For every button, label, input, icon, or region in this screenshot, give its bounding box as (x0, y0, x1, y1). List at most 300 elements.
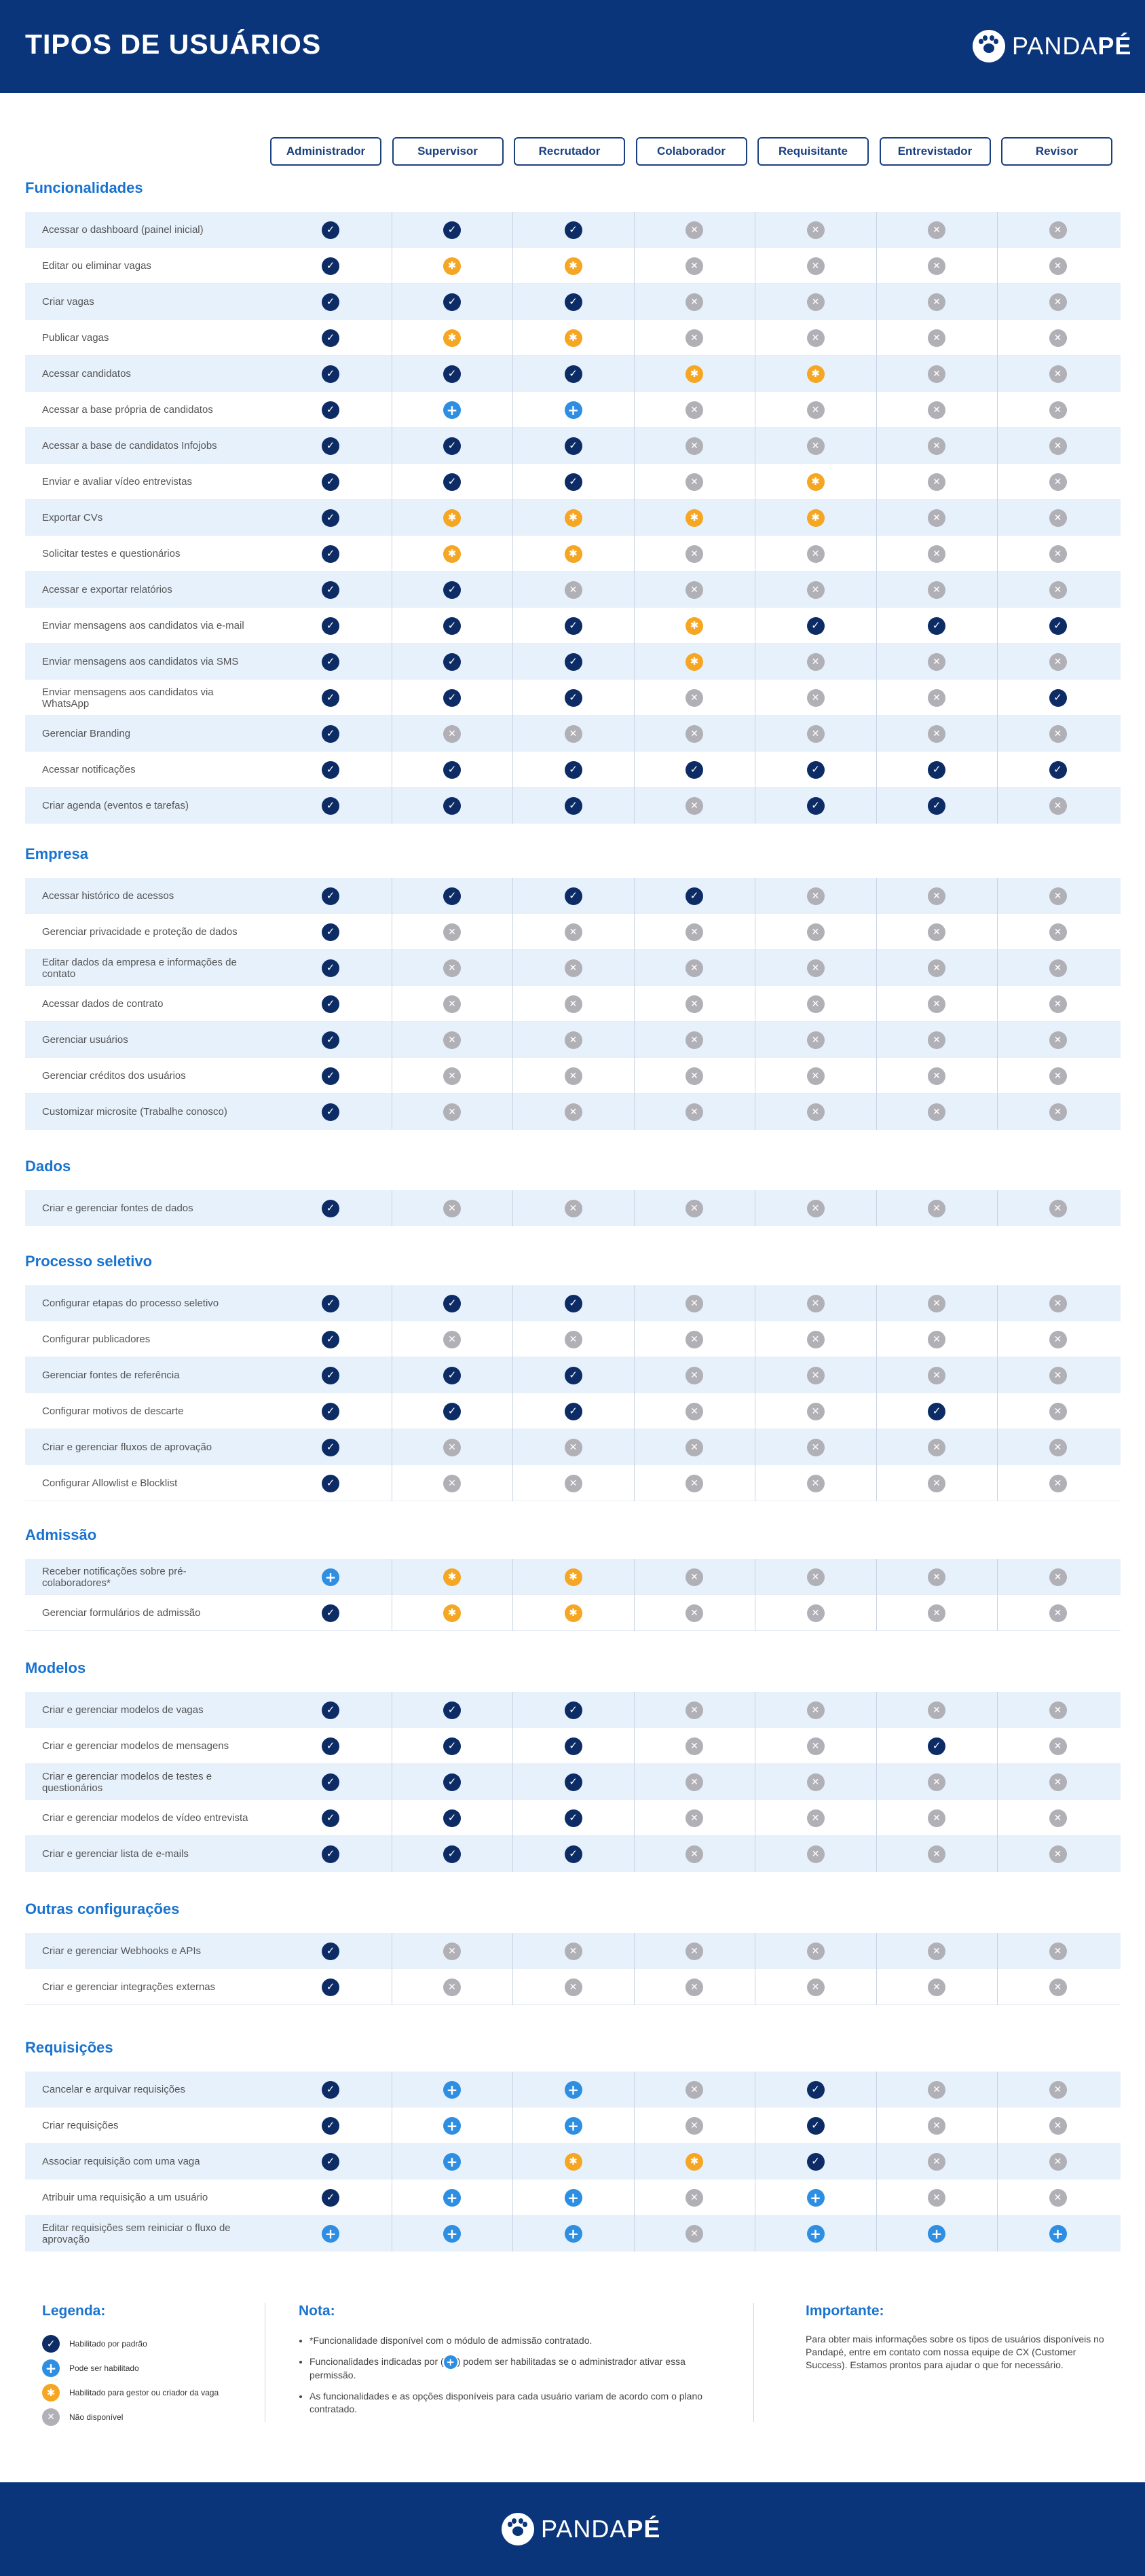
check-icon: ✓ (928, 1737, 945, 1755)
permission-cell (270, 716, 391, 752)
close-icon: ✕ (807, 1103, 825, 1121)
check-icon: ✓ (443, 761, 461, 779)
close-icon: ✕ (928, 1701, 945, 1719)
check-icon: ✓ (807, 797, 825, 815)
permission-cell (270, 2072, 391, 2108)
close-icon: ✕ (1049, 1067, 1067, 1085)
row-label: Gerenciar usuários (42, 1034, 128, 1046)
close-icon: ✕ (443, 1943, 461, 1960)
row-label: Configurar etapas do processo seletivo (42, 1298, 219, 1309)
close-icon: ✕ (686, 2189, 703, 2207)
permission-cell (997, 284, 1118, 320)
check-icon: ✓ (807, 2081, 825, 2099)
row-label: Enviar mensagens aos candidatos via WhatsApp (42, 686, 214, 710)
check-icon: ✓ (322, 1067, 339, 1085)
close-icon: ✕ (928, 1331, 945, 1348)
permission-cell (392, 248, 512, 284)
star-icon: ✱ (443, 1604, 461, 1622)
check-icon: ✓ (443, 689, 461, 707)
check-icon: ✓ (322, 329, 339, 347)
permission-cell (755, 752, 876, 788)
permission-cell (997, 1692, 1118, 1728)
permission-cell (270, 1058, 391, 1094)
permission-cell (270, 1692, 391, 1728)
permission-cell (876, 1285, 997, 1321)
star-icon: ✱ (443, 257, 461, 275)
close-icon: ✕ (807, 257, 825, 275)
permission-cell (392, 878, 512, 914)
page-footer (0, 2482, 1145, 2576)
permission-cell (270, 1429, 391, 1465)
permission-cell (392, 752, 512, 788)
permission-cell (755, 788, 876, 824)
close-icon: ✕ (443, 725, 461, 743)
close-icon: ✕ (1049, 1737, 1067, 1755)
star-icon: ✱ (686, 365, 703, 383)
check-icon: ✓ (322, 653, 339, 671)
close-icon: ✕ (928, 1979, 945, 1996)
close-icon: ✕ (1049, 1809, 1067, 1827)
permission-cell (997, 1595, 1118, 1631)
close-icon: ✕ (928, 887, 945, 905)
section (25, 1658, 1121, 1860)
permission-cell (876, 248, 997, 284)
star-icon: ✱ (443, 509, 461, 527)
row-label: Gerenciar formulários de admissão (42, 1607, 201, 1619)
permission-cell (634, 1190, 755, 1226)
permission-cell (512, 752, 633, 788)
check-icon: ✓ (322, 1295, 339, 1312)
table-row (25, 536, 1121, 572)
check-icon: ✓ (565, 761, 582, 779)
permission-cell (876, 2179, 997, 2215)
table-row (25, 680, 1121, 716)
plus-icon: + (443, 2189, 461, 2207)
check-icon: ✓ (443, 797, 461, 815)
table-row (25, 572, 1121, 608)
check-icon: ✓ (686, 761, 703, 779)
permission-cell (997, 1969, 1118, 2005)
column-header: Requisitante (757, 137, 869, 166)
permission-cell (392, 1022, 512, 1058)
permission-cell (270, 1764, 391, 1800)
close-icon: ✕ (1049, 509, 1067, 527)
close-icon: ✕ (928, 1773, 945, 1791)
check-icon: ✓ (322, 959, 339, 977)
permission-cell (876, 680, 997, 716)
section-title: Funcionalidades (25, 179, 143, 196)
table-row (25, 1800, 1121, 1836)
check-icon: ✓ (322, 1737, 339, 1755)
row-label: Associar requisição com uma vaga (42, 2156, 200, 2167)
close-icon: ✕ (928, 473, 945, 491)
legend-label: Pode ser habilitado (69, 2363, 139, 2373)
close-icon: ✕ (928, 1809, 945, 1827)
close-icon: ✕ (686, 1475, 703, 1492)
check-icon: ✓ (322, 2189, 339, 2207)
check-icon: ✓ (443, 887, 461, 905)
close-icon: ✕ (807, 1439, 825, 1456)
star-icon: ✱ (686, 653, 703, 671)
permission-cell (997, 1393, 1118, 1429)
star-icon: ✱ (565, 545, 582, 563)
check-icon: ✓ (928, 1403, 945, 1420)
check-icon: ✓ (565, 1809, 582, 1827)
close-icon: ✕ (443, 1103, 461, 1121)
note-item-2-after: ) podem ser habilitadas se o administrador ativar essa permissão. (309, 2356, 686, 2381)
close-icon: ✕ (928, 1943, 945, 1960)
permission-cell (392, 1969, 512, 2005)
permission-cell (876, 1357, 997, 1393)
check-icon: ✓ (565, 653, 582, 671)
permission-cell (512, 914, 633, 950)
close-icon: ✕ (807, 545, 825, 563)
permission-cell (876, 716, 997, 752)
permission-cell (876, 2072, 997, 2108)
permission-cell (512, 212, 633, 248)
permission-cell (512, 320, 633, 356)
permission-cell (997, 2215, 1118, 2251)
check-icon: ✓ (807, 2117, 825, 2135)
close-icon: ✕ (686, 1568, 703, 1586)
permission-cell (755, 1022, 876, 1058)
permission-cell (876, 1728, 997, 1764)
permission-cell (270, 284, 391, 320)
permission-cell (876, 1429, 997, 1465)
table-row (25, 1836, 1121, 1872)
close-icon: ✕ (565, 581, 582, 599)
section (25, 1525, 1121, 1619)
close-icon: ✕ (686, 1773, 703, 1791)
plus-icon: + (444, 2355, 457, 2369)
permission-cell (392, 2179, 512, 2215)
permission-cell (512, 680, 633, 716)
permission-cell (270, 1321, 391, 1357)
permission-cell (634, 1285, 755, 1321)
permission-cell (270, 464, 391, 500)
row-label: Acessar a base de candidatos Infojobs (42, 440, 217, 452)
permission-cell (997, 788, 1118, 824)
close-icon: ✕ (807, 1331, 825, 1348)
close-icon: ✕ (686, 2225, 703, 2243)
permission-cell (755, 1357, 876, 1393)
note-block (299, 2303, 719, 2424)
close-icon: ✕ (807, 1295, 825, 1312)
close-icon: ✕ (443, 1439, 461, 1456)
important-title: Importante: (806, 2303, 884, 2319)
close-icon: ✕ (1049, 995, 1067, 1013)
permission-cell (512, 2072, 633, 2108)
permission-cell (270, 608, 391, 644)
check-icon: ✓ (322, 725, 339, 743)
permission-cell (876, 2143, 997, 2179)
check-icon: ✓ (565, 437, 582, 455)
close-icon: ✕ (928, 2117, 945, 2135)
plus-icon: + (807, 2189, 825, 2207)
close-icon: ✕ (686, 725, 703, 743)
permission-cell (997, 716, 1118, 752)
permission-cell (392, 572, 512, 608)
close-icon: ✕ (686, 1439, 703, 1456)
note-title: Nota: (299, 2303, 335, 2319)
close-icon: ✕ (1049, 1604, 1067, 1622)
close-icon: ✕ (928, 1067, 945, 1085)
close-icon: ✕ (928, 257, 945, 275)
permission-cell (876, 428, 997, 464)
legend-item (42, 2356, 246, 2380)
permission-cell (270, 1393, 391, 1429)
close-icon: ✕ (928, 1439, 945, 1456)
check-icon: ✓ (322, 221, 339, 239)
close-icon: ✕ (928, 959, 945, 977)
permission-cell (997, 536, 1118, 572)
permission-cell (392, 500, 512, 536)
permission-cell (876, 536, 997, 572)
permission-cell (270, 752, 391, 788)
permission-cell (755, 572, 876, 608)
check-icon: ✓ (322, 761, 339, 779)
check-icon: ✓ (322, 293, 339, 311)
close-icon: ✕ (807, 959, 825, 977)
close-icon: ✕ (1049, 725, 1067, 743)
permission-cell (755, 716, 876, 752)
permission-cell (270, 2179, 391, 2215)
permission-cell (634, 1595, 755, 1631)
column-header: Administrador (270, 137, 381, 166)
permission-cell (634, 536, 755, 572)
permission-cell (512, 608, 633, 644)
close-icon: ✕ (686, 1067, 703, 1085)
close-icon: ✕ (1049, 887, 1067, 905)
section-title: Admissão (25, 1526, 97, 1543)
permission-cell (755, 1595, 876, 1631)
close-icon: ✕ (1049, 2189, 1067, 2207)
table-row (25, 914, 1121, 950)
legend-title: Legenda: (42, 2303, 106, 2319)
row-label: Criar e gerenciar integrações externas (42, 1981, 216, 1993)
section-title: Empresa (25, 845, 88, 862)
close-icon: ✕ (807, 1367, 825, 1384)
row-label: Acessar candidatos (42, 368, 131, 380)
permission-cell (755, 950, 876, 986)
permission-cell (755, 2143, 876, 2179)
close-icon: ✕ (565, 1103, 582, 1121)
close-icon: ✕ (686, 959, 703, 977)
close-icon: ✕ (1049, 1031, 1067, 1049)
close-icon: ✕ (928, 545, 945, 563)
permission-cell (876, 464, 997, 500)
close-icon: ✕ (807, 1943, 825, 1960)
close-icon: ✕ (686, 329, 703, 347)
permission-cell (755, 1321, 876, 1357)
permission-cell (512, 572, 633, 608)
permission-cell (392, 2108, 512, 2143)
permission-cell (755, 1465, 876, 1501)
close-icon: ✕ (1049, 329, 1067, 347)
legend-area (25, 2303, 1121, 2446)
row-label: Acessar e exportar relatórios (42, 584, 172, 595)
close-icon: ✕ (565, 1943, 582, 1960)
note-item-2-before: Funcionalidades indicadas por ( (309, 2356, 444, 2367)
close-icon: ✕ (807, 329, 825, 347)
row-label: Exportar CVs (42, 512, 103, 523)
page-header (0, 0, 1145, 93)
close-icon: ✕ (807, 1604, 825, 1622)
permission-cell (270, 1728, 391, 1764)
close-icon: ✕ (1049, 293, 1067, 311)
check-icon: ✓ (322, 2117, 339, 2135)
table-row (25, 284, 1121, 320)
permission-cell (512, 788, 633, 824)
close-icon: ✕ (1049, 1103, 1067, 1121)
close-icon: ✕ (928, 689, 945, 707)
close-icon: ✕ (928, 221, 945, 239)
plus-icon: + (565, 2081, 582, 2099)
table-row (25, 1022, 1121, 1058)
table-row (25, 1094, 1121, 1130)
plus-icon: + (443, 2081, 461, 2099)
permission-cell (755, 1393, 876, 1429)
permission-cell (755, 2072, 876, 2108)
check-icon: ✓ (565, 1773, 582, 1791)
close-icon: ✕ (807, 1067, 825, 1085)
permission-cell (512, 1190, 633, 1226)
close-icon: ✕ (686, 1295, 703, 1312)
permission-cell (997, 1285, 1118, 1321)
close-icon: ✕ (686, 1737, 703, 1755)
close-icon: ✕ (928, 329, 945, 347)
permission-cell (270, 950, 391, 986)
close-icon: ✕ (928, 437, 945, 455)
plus-icon: + (443, 2117, 461, 2135)
permission-cell (876, 1595, 997, 1631)
table-row (25, 644, 1121, 680)
permission-cell (270, 986, 391, 1022)
permission-cell (512, 2179, 633, 2215)
permission-cell (270, 212, 391, 248)
check-icon: ✓ (322, 2153, 339, 2171)
star-icon: ✱ (565, 329, 582, 347)
permission-cell (997, 1190, 1118, 1226)
close-icon: ✕ (928, 401, 945, 419)
close-icon: ✕ (686, 257, 703, 275)
table-row (25, 356, 1121, 392)
close-icon: ✕ (686, 581, 703, 599)
close-icon: ✕ (928, 581, 945, 599)
close-icon: ✕ (928, 365, 945, 383)
permission-cell (876, 572, 997, 608)
permission-cell (876, 788, 997, 824)
permission-cell (270, 788, 391, 824)
permission-cell (755, 2108, 876, 2143)
permission-cell (512, 284, 633, 320)
close-icon: ✕ (686, 1979, 703, 1996)
row-label: Gerenciar créditos dos usuários (42, 1070, 186, 1082)
column-header: Entrevistador (880, 137, 991, 166)
permission-cell (270, 500, 391, 536)
permission-cell (392, 788, 512, 824)
check-icon: ✓ (322, 1031, 339, 1049)
check-icon: ✓ (443, 473, 461, 491)
close-icon: ✕ (686, 1845, 703, 1863)
close-icon: ✕ (928, 1367, 945, 1384)
table-row (25, 1595, 1121, 1631)
check-icon: ✓ (443, 221, 461, 239)
permission-cell (997, 392, 1118, 428)
permission-cell (392, 1728, 512, 1764)
close-icon: ✕ (1049, 1773, 1067, 1791)
permission-cell (634, 1357, 755, 1393)
permission-cell (634, 2143, 755, 2179)
row-label: Enviar mensagens aos candidatos via e-mail (42, 620, 244, 631)
important-text: Para obter mais informações sobre os tipos de usuários disponíveis no Pandapé, entre em contato com nossa equipe de CX (Customer Success). Estamos prontos para ajudar o que for necessário. (806, 2334, 1104, 2370)
permission-cell (270, 1465, 391, 1501)
close-icon: ✕ (807, 725, 825, 743)
pandape-logo-footer (502, 2513, 660, 2545)
permission-cell (392, 320, 512, 356)
close-icon: ✕ (807, 221, 825, 239)
row-label: Solicitar testes e questionários (42, 548, 181, 559)
permission-cell (512, 2215, 633, 2251)
check-icon: ✓ (807, 2153, 825, 2171)
permission-cell (392, 608, 512, 644)
close-icon: ✕ (1049, 1403, 1067, 1420)
permission-cell (876, 878, 997, 914)
permission-cell (876, 1321, 997, 1357)
legend-label: Habilitado para gestor ou criador da vaga (69, 2388, 219, 2397)
permission-cell (876, 752, 997, 788)
permission-cell (876, 1058, 997, 1094)
permission-cell (512, 1692, 633, 1728)
star-icon: ✱ (443, 1568, 461, 1586)
permission-cell (392, 1933, 512, 1969)
row-label: Cancelar e arquivar requisições (42, 2084, 185, 2095)
permission-cell (755, 1429, 876, 1465)
close-icon: ✕ (1049, 1568, 1067, 1586)
close-icon: ✕ (565, 1979, 582, 1996)
check-icon: ✓ (443, 293, 461, 311)
table-row (25, 1357, 1121, 1393)
permission-cell (392, 536, 512, 572)
row-label: Gerenciar Branding (42, 728, 131, 739)
permission-cell (634, 1692, 755, 1728)
legend-item (42, 2332, 246, 2356)
permission-cell (634, 356, 755, 392)
check-icon: ✓ (322, 1367, 339, 1384)
permission-cell (997, 1764, 1118, 1800)
table-row (25, 1933, 1121, 1969)
table-row (25, 716, 1121, 752)
check-icon: ✓ (322, 1943, 339, 1960)
row-label: Configurar motivos de descarte (42, 1405, 184, 1417)
permission-cell (512, 716, 633, 752)
permission-cell (270, 878, 391, 914)
table-row (25, 248, 1121, 284)
table-row (25, 1321, 1121, 1357)
check-icon: ✓ (443, 617, 461, 635)
close-icon: ✕ (928, 725, 945, 743)
pandape-logo (973, 30, 1131, 62)
close-icon: ✕ (928, 1031, 945, 1049)
close-icon: ✕ (928, 995, 945, 1013)
permission-cell (270, 320, 391, 356)
permission-cell (392, 1836, 512, 1872)
close-icon: ✕ (807, 1737, 825, 1755)
close-icon: ✕ (1049, 1475, 1067, 1492)
permission-cell (270, 248, 391, 284)
permission-cell (755, 248, 876, 284)
permission-cell (392, 428, 512, 464)
